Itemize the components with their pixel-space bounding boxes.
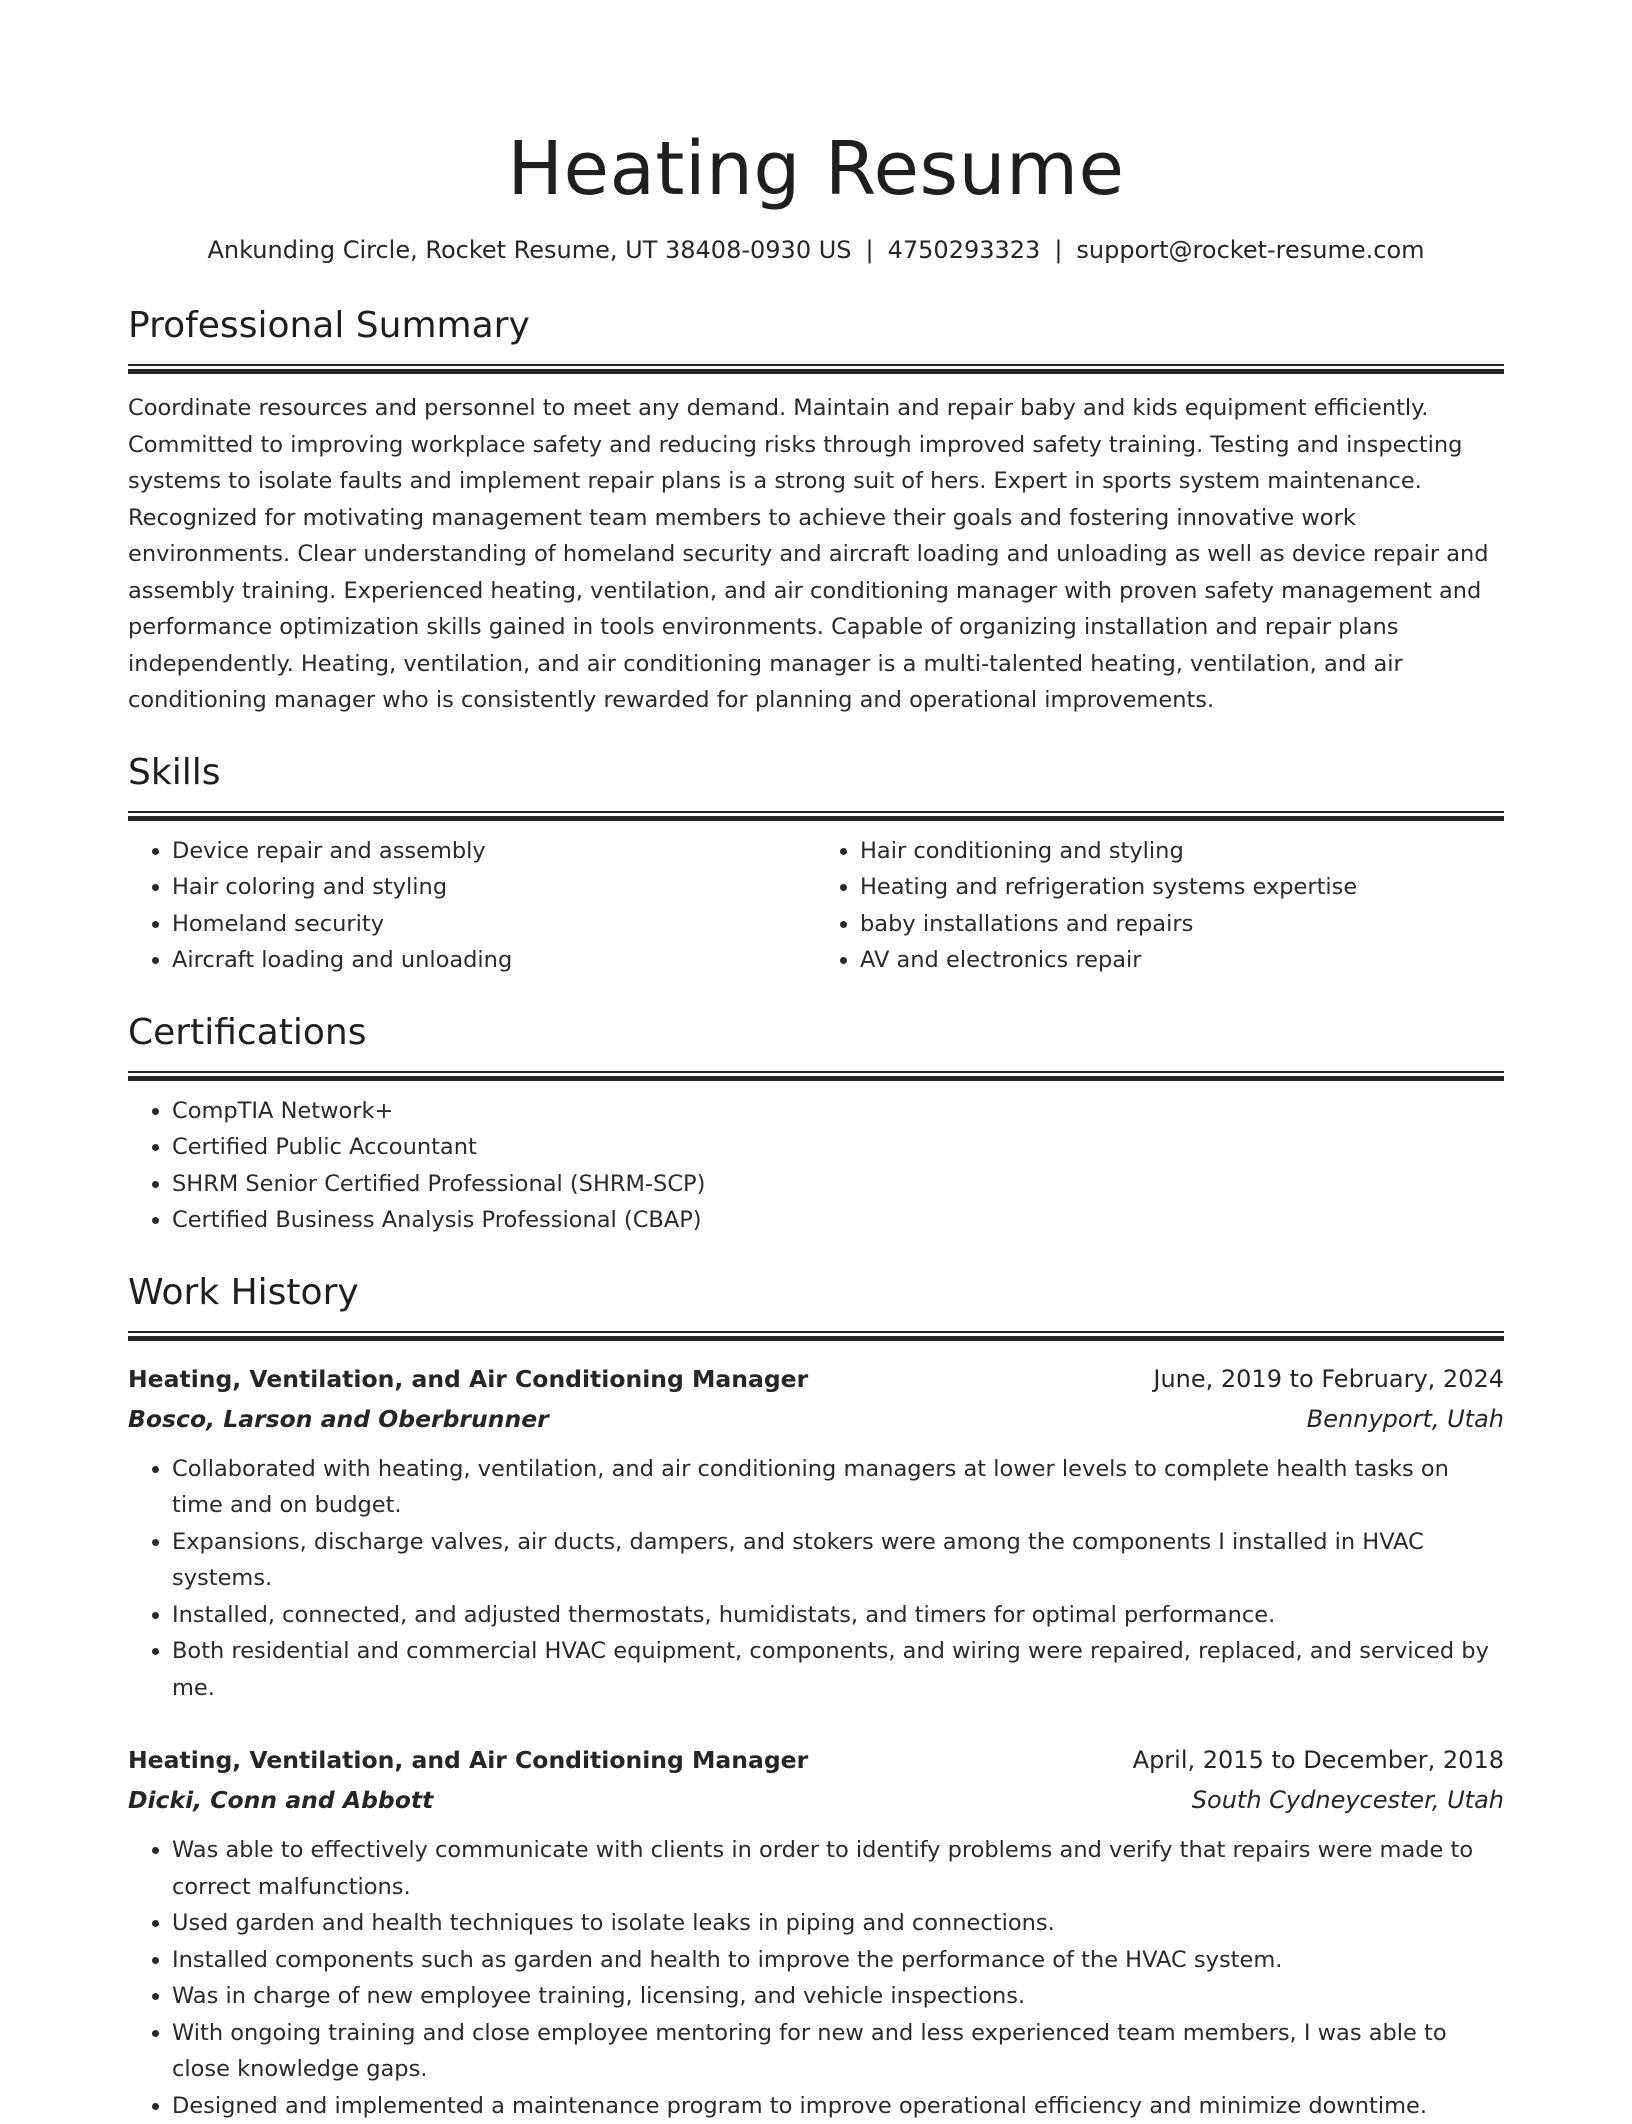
- skill-item: • baby installations and repairs: [860, 906, 1504, 943]
- resume-name: Heating Resume: [128, 0, 1504, 218]
- job-header-row: [128, 1359, 1504, 1399]
- job-company-row: [128, 1780, 1504, 1820]
- job-company-row: [128, 1399, 1504, 1439]
- job-entry: [128, 1359, 1504, 1707]
- skill-item: • Device repair and assembly: [172, 833, 816, 870]
- contact-phone: 4750293323: [888, 236, 1041, 264]
- section-divider: [128, 364, 1504, 374]
- job-bullet: • Used garden and health techniques to isolate leaks in piping and connections.: [172, 1905, 1504, 1942]
- skill-item: • Heating and refrigeration systems expertise: [860, 869, 1504, 906]
- job-entry: [128, 1740, 1504, 2124]
- contact-separator: |: [852, 236, 888, 264]
- work-history-heading: Work History: [128, 1269, 1504, 1317]
- contact-address: Ankunding Circle, Rocket Resume, UT 38408-0930 US: [208, 236, 852, 264]
- skills-section: [128, 749, 1504, 979]
- job-title: Heating, Ventilation, and Air Conditioning Manager: [128, 1359, 808, 1399]
- job-bullet: • Collaborated with heating, ventilation, and air conditioning managers at lower levels to complete health tasks on time and on budget.: [172, 1451, 1504, 1524]
- contact-separator: |: [1040, 236, 1076, 264]
- work-history-section: [128, 1269, 1504, 2124]
- job-header-row: [128, 1740, 1504, 1780]
- skills-grid: [128, 821, 1504, 979]
- job-bullet: • Was in charge of new employee training, licensing, and vehicle inspections.: [172, 1978, 1504, 2015]
- job-location: Bennyport, Utah: [1307, 1399, 1504, 1439]
- section-divider: [128, 1071, 1504, 1081]
- certification-item: • Certified Business Analysis Professional (CBAP): [172, 1202, 1504, 1239]
- job-bullet: • Was able to effectively communicate with clients in order to identify problems and verify that repairs were made to correct malfunctions.: [172, 1832, 1504, 1905]
- job-bullet: • Designed and implemented a maintenance program to improve operational efficiency and minimize downtime.: [172, 2088, 1504, 2124]
- certification-item: • SHRM Senior Certified Professional (SHRM-SCP): [172, 1166, 1504, 1203]
- summary-text: Coordinate resources and personnel to meet any demand. Maintain and repair baby and kids equipment efficiently. Committed to improving workplace safety and reducing risks through improved safety training. Testing and inspecting systems to isolate faults and implement repair plans is a strong suit of hers. Expert in sports system maintenance. Recognized for motivating management team members to achieve their goals and fostering innovative work environments. Clear understanding of homeland security and aircraft loading and unloading as well as device repair and assembly training. Experienced heating, ventilation, and air conditioning manager with proven safety management and performance optimization skills gained in tools environments. Capable of organizing installation and repair plans independently. Heating, ventilation, and air conditioning manager is a multi-talented heating, ventilation, and air conditioning manager who is consistently rewarded for planning and operational improvements.: [128, 390, 1504, 719]
- skill-item: • Aircraft loading and unloading: [172, 942, 816, 979]
- skill-item: • Hair conditioning and styling: [860, 833, 1504, 870]
- job-company: Dicki, Conn and Abbott: [128, 1780, 433, 1820]
- summary-heading: Professional Summary: [128, 302, 1504, 350]
- skill-item: • Hair coloring and styling: [172, 869, 816, 906]
- job-bullet: • Installed components such as garden and health to improve the performance of the HVAC system.: [172, 1942, 1504, 1979]
- skills-list-left: [128, 833, 816, 979]
- summary-section: [128, 302, 1504, 719]
- skills-heading: Skills: [128, 749, 1504, 797]
- job-bullet: • Installed, connected, and adjusted thermostats, humidistats, and timers for optimal performance.: [172, 1597, 1504, 1634]
- job-dates: June, 2019 to February, 2024: [1153, 1359, 1504, 1399]
- job-bullets: [128, 1832, 1504, 2124]
- job-bullet: • Expansions, discharge valves, air ducts, dampers, and stokers were among the components I installed in HVAC systems.: [172, 1524, 1504, 1597]
- skills-list-right: [816, 833, 1504, 979]
- section-divider: [128, 811, 1504, 821]
- contact-line: [128, 234, 1504, 266]
- job-bullet: • Both residential and commercial HVAC equipment, components, and wiring were repaired, replaced, and serviced by me.: [172, 1633, 1504, 1706]
- contact-email: support@rocket-resume.com: [1076, 236, 1424, 264]
- job-company: Bosco, Larson and Oberbrunner: [128, 1399, 549, 1439]
- job-location: South Cydneycester, Utah: [1192, 1780, 1504, 1820]
- skill-item: • AV and electronics repair: [860, 942, 1504, 979]
- job-bullet: • With ongoing training and close employee mentoring for new and less experienced team members, I was able to close knowledge gaps.: [172, 2015, 1504, 2088]
- certifications-list: [128, 1093, 1504, 1239]
- certification-item: • CompTIA Network+: [172, 1093, 1504, 1130]
- certification-item: • Certified Public Accountant: [172, 1129, 1504, 1166]
- job-title: Heating, Ventilation, and Air Conditioning Manager: [128, 1740, 808, 1780]
- job-dates: April, 2015 to December, 2018: [1133, 1740, 1504, 1780]
- certifications-heading: Certifications: [128, 1009, 1504, 1057]
- section-divider: [128, 1331, 1504, 1341]
- job-bullets: [128, 1451, 1504, 1707]
- certifications-section: [128, 1009, 1504, 1239]
- skill-item: • Homeland security: [172, 906, 816, 943]
